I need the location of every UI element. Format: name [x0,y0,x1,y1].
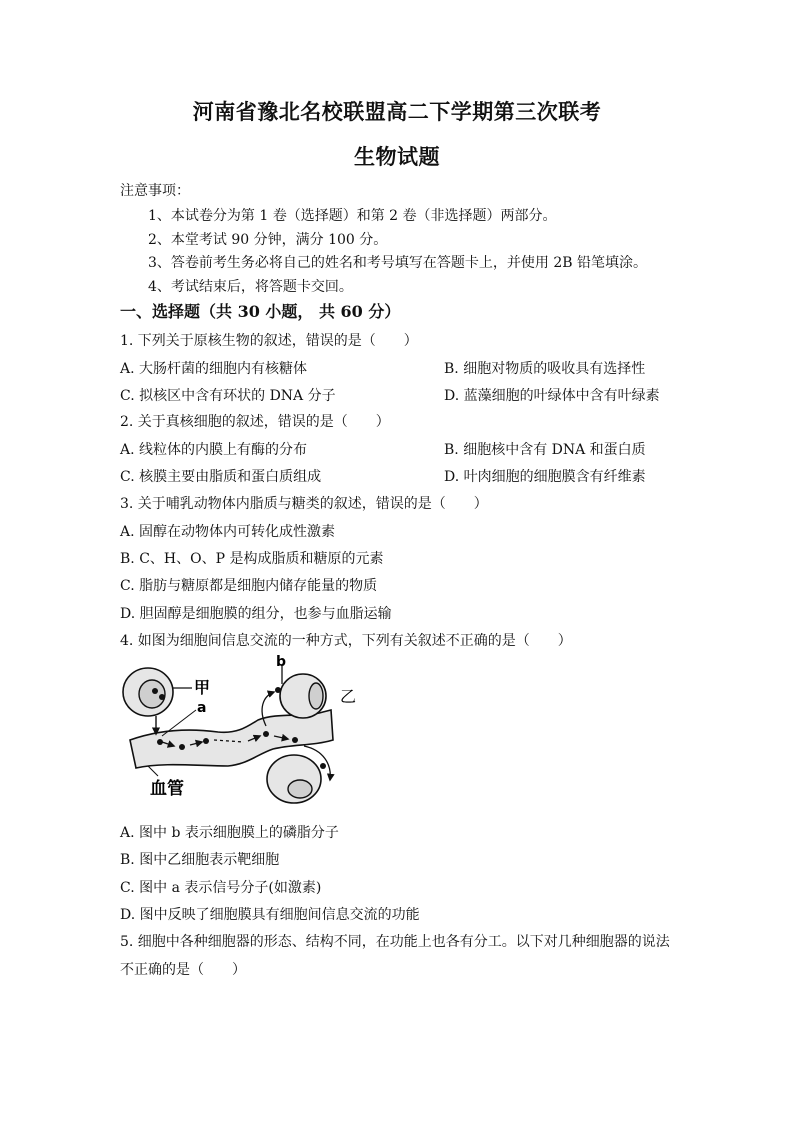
option: A. 图中 b 表示细胞膜上的磷脂分子 [120,825,339,841]
option: B. C、H、O、P 是构成脂质和糖原的元素 [120,551,384,567]
label-yi: 乙 [340,687,357,706]
option: A. 固醇在动物体内可转化成性激素 [120,524,336,540]
question-stem: 3. 关于哺乳动物体内脂质与糖类的叙述，错误的是（ ） [120,496,488,512]
notice-item: 2、本堂考试 90 分钟，满分 100 分。 [148,232,388,248]
notice-heading: 注意事项： [120,183,190,199]
option: C. 脂肪与糖原都是细胞内储存能量的物质 [120,578,378,594]
option: C. 图中 a 表示信号分子(如激素) [120,880,322,896]
label-vessel: 血管 [150,779,184,799]
question-stem: 2. 关于真核细胞的叙述，错误的是（ ） [120,414,390,430]
option: C. 拟核区中含有环状的 DNA 分子 [120,388,336,404]
option: B. 细胞对物质的吸收具有选择性 [444,361,646,377]
notice-item: 4、考试结束后，将答题卡交回。 [148,279,353,295]
section-heading: 一、选择题（共 30 小题， 共 60 分） [120,302,401,321]
label-b: b [276,654,287,670]
option: D. 叶肉细胞的细胞膜含有纤维素 [444,469,646,485]
question-stem: 4. 如图为细胞间信息交流的一种方式，下列有关叙述不正确的是（ ） [120,633,572,649]
option: A. 线粒体的内膜上有酶的分布 [120,442,308,458]
option: B. 细胞核中含有 DNA 和蛋白质 [444,442,646,458]
exam-title: 河南省豫北名校联盟高二下学期第三次联考 [192,99,602,124]
option: D. 蓝藻细胞的叶绿体中含有叶绿素 [444,388,660,404]
option: D. 图中反映了细胞膜具有细胞间信息交流的功能 [120,907,420,923]
cell-lower [267,746,330,803]
option: B. 图中乙细胞表示靶细胞 [120,852,280,868]
label-a: a [197,700,207,716]
question-stem-continued: 不正确的是（ ） [120,962,246,978]
question-stem: 1. 下列关于原核生物的叙述，错误的是（ ） [120,333,418,349]
exam-subject: 生物试题 [354,144,440,169]
cell-signaling-figure [118,654,368,809]
notice-item: 3、答卷前考生务必将自己的姓名和考号填写在答题卡上，并使用 2B 铅笔填涂。 [148,255,648,271]
notice-item: 1、本试卷分为第 1 卷（选择题）和第 2 卷（非选择题）两部分。 [148,208,557,224]
label-jia: 甲 [194,678,211,697]
option: D. 胆固醇是细胞膜的组分，也参与血脂运输 [120,606,392,622]
option: C. 核膜主要由脂质和蛋白质组成 [120,469,322,485]
question-stem: 5. 细胞中各种细胞器的形态、结构不同，在功能上也各有分工。以下对几种细胞器的说法 [120,934,670,950]
option: A. 大肠杆菌的细胞内有核糖体 [120,361,308,377]
